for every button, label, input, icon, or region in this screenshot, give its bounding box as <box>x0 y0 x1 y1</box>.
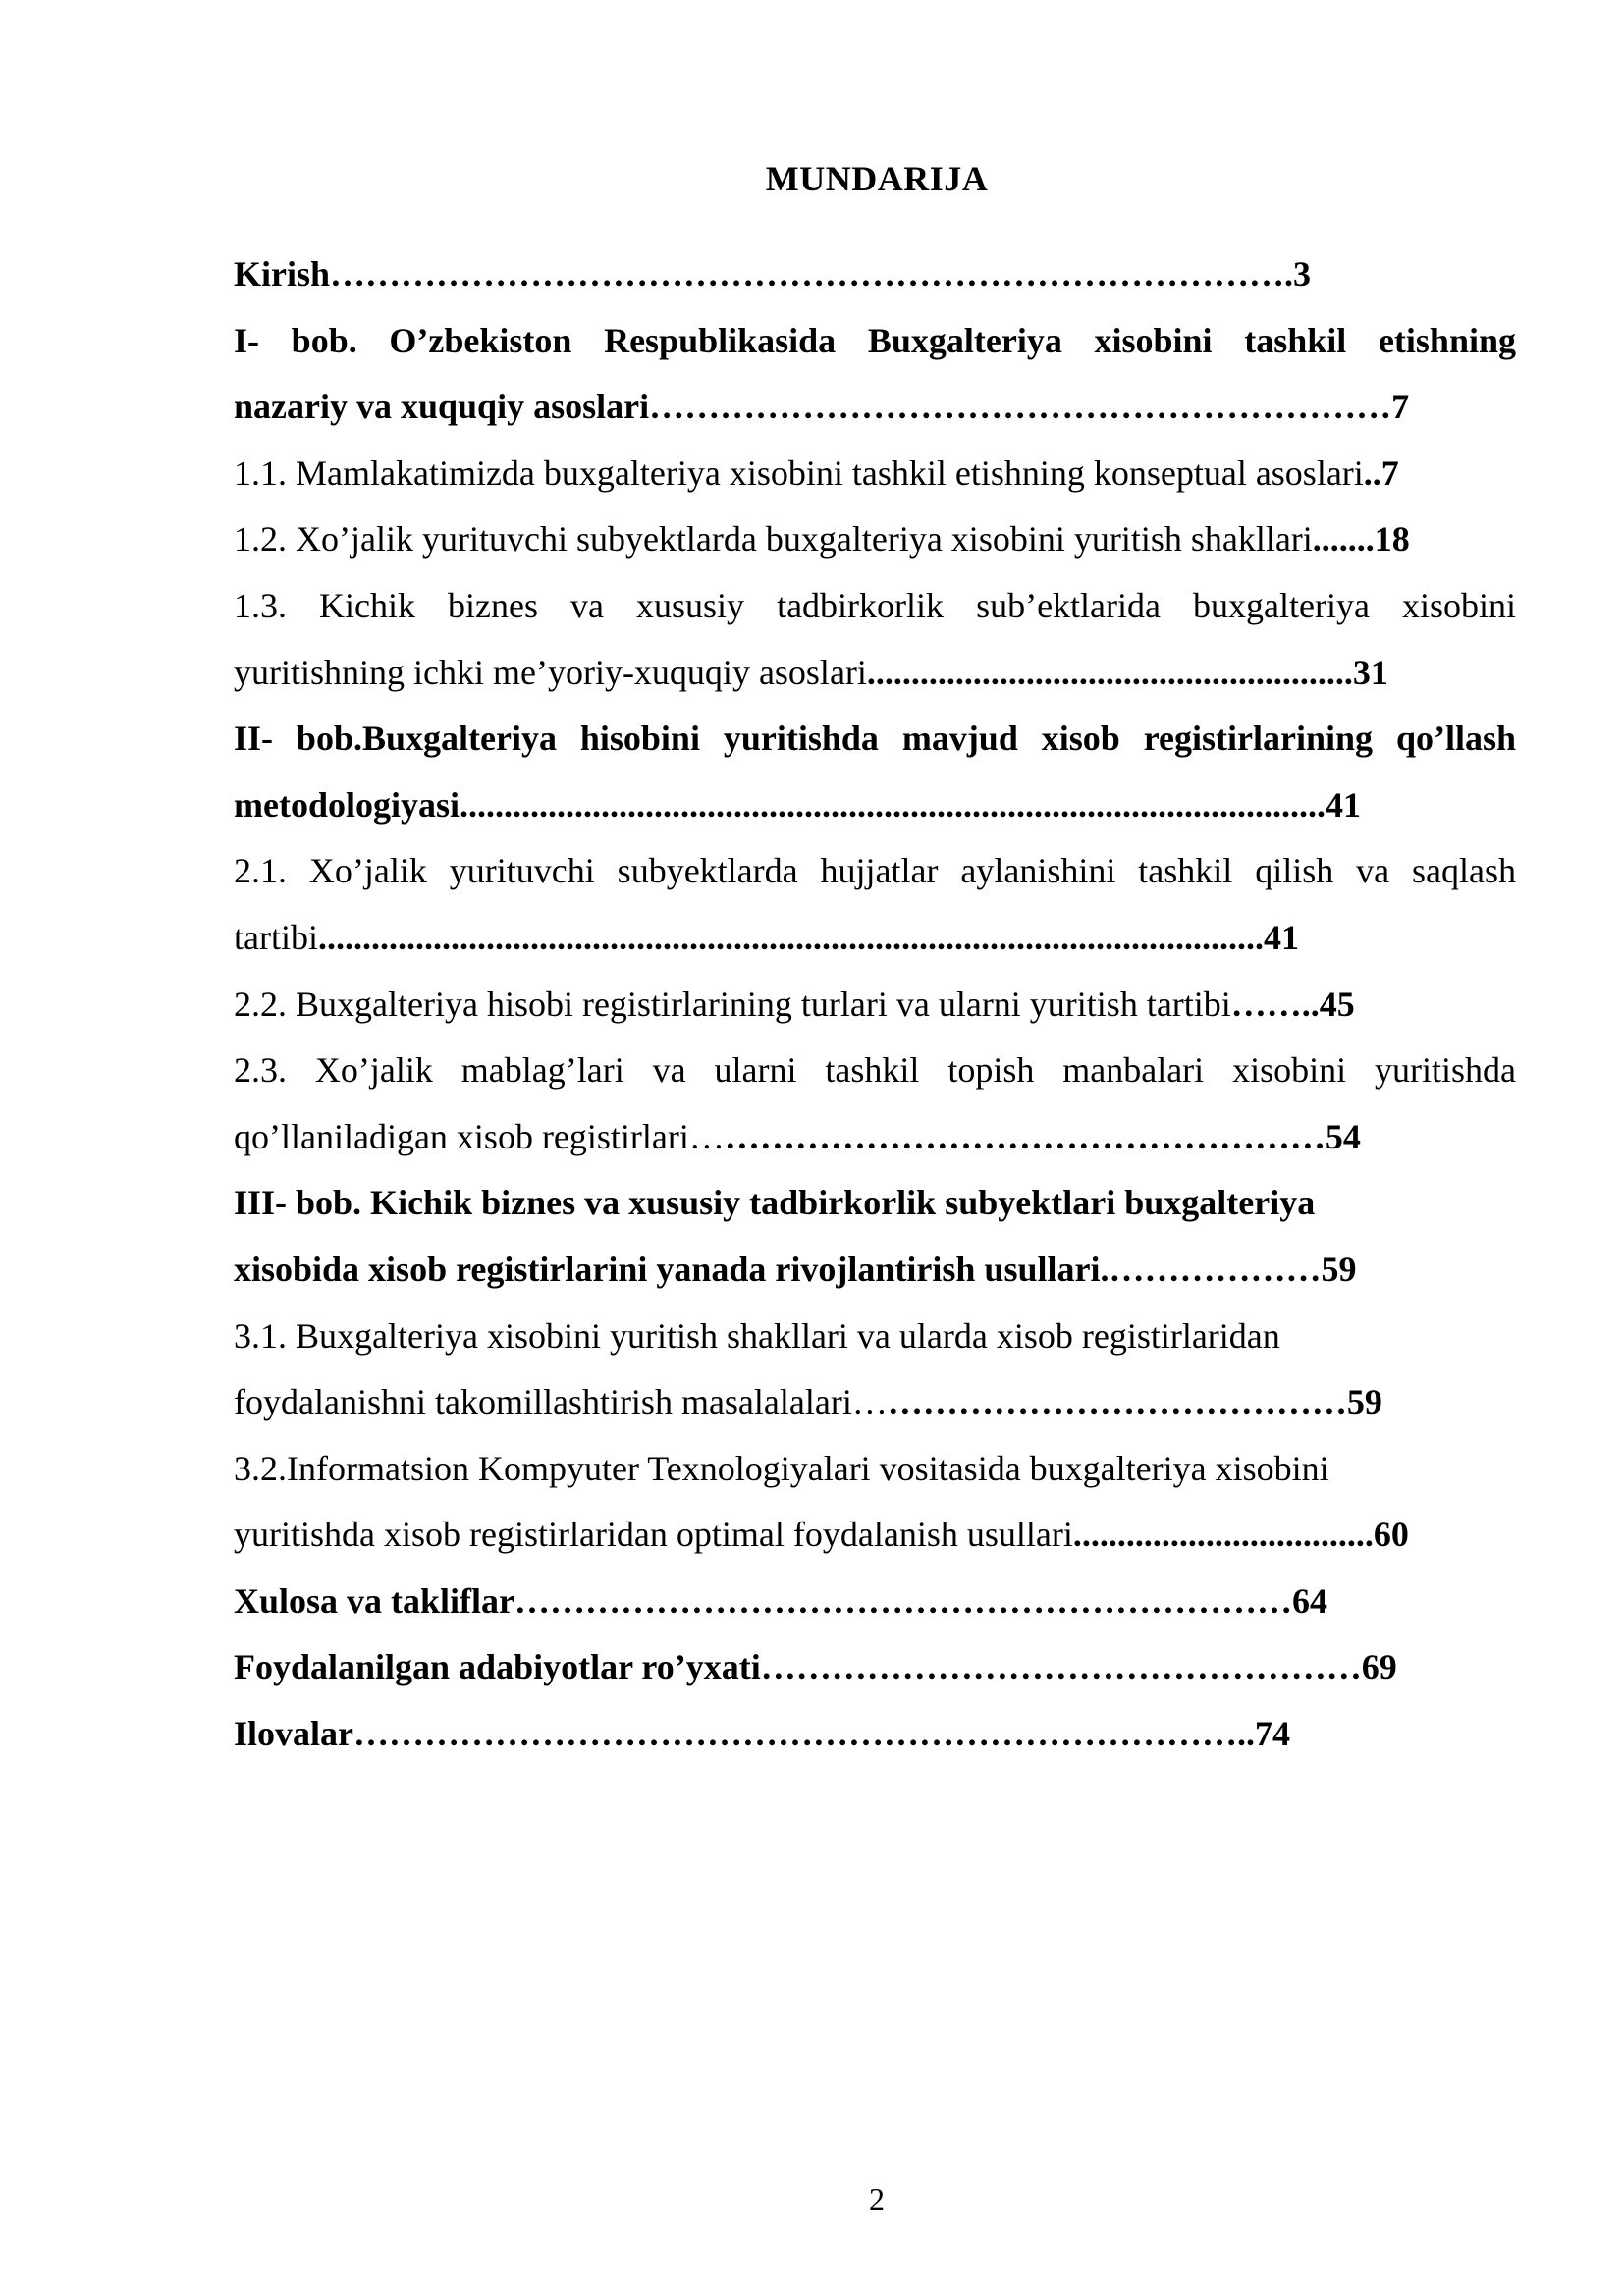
toc-line: I- bob. O’zbekiston Respublikasida Buxgalteriya xisobini tashkil etishning <box>234 320 1516 360</box>
toc-line: II- bob.Buxgalteriya hisobini yuritishda mavjud xisob registirlarining qo’llash <box>234 719 1516 759</box>
toc-line: foydalanishni takomillashtirish masalalalari……………………………………59 <box>234 1382 1382 1422</box>
toc-line: metodologiyasi..................................................................................................41 <box>234 784 1361 825</box>
toc-line: Ilovalar…………………………………………………………………..74 <box>234 1714 1290 1754</box>
toc-line: 1.2. Xo’jalik yurituvchi subyektlarda buxgalteriya xisobini yuritish shakllari.......18 <box>234 519 1410 560</box>
toc-line: nazariy va xuquqiy asoslari………………………………………………………7 <box>234 387 1410 427</box>
toc-line: xisobida xisob registirlarini yanada rivojlantirish usullari.………………59 <box>234 1249 1357 1289</box>
toc-line: III- bob. Kichik biznes va xususiy tadbirkorlik subyektlari buxgalteriya <box>234 1183 1316 1223</box>
table-of-contents <box>234 241 1516 1768</box>
toc-line: Foydalanilgan adabiyotlar ro’yxati……………………………………………69 <box>234 1647 1397 1687</box>
page-title: MUNDARIJA <box>765 159 989 198</box>
toc-line: 1.1. Mamlakatimizda buxgalteriya xisobini tashkil etishning konseptual asoslari..7 <box>234 453 1399 493</box>
toc-line: 3.1. Buxgalteriya xisobini yuritish shakllari va ularda xisob registirlaridan <box>234 1315 1280 1356</box>
toc-line: 2.2. Buxgalteriya hisobi registirlarining turlari va ularni yuritish tartibi……..45 <box>234 984 1355 1024</box>
toc-line: 2.3. Xo’jalik mablag’lari va ularni tashkil topish manbalari xisobini yuritishda <box>234 1050 1516 1091</box>
toc-line: Kirish……………………………………………………………………….3 <box>234 254 1312 294</box>
toc-line: tartibi...........................................................................................................41 <box>234 917 1299 957</box>
toc-line: 2.1. Xo’jalik yurituvchi subyektlarda hujjatlar aylanishini tashkil qilish va saqlash <box>234 851 1516 891</box>
toc-line: 1.3. Kichik biznes va xususiy tadbirkorlik sub’ektlarida buxgalteriya xisobini <box>234 585 1516 625</box>
toc-line: yuritishda xisob registirlaridan optimal foydalanish usullari..................................60 <box>234 1515 1409 1555</box>
toc-line: qo’llaniladigan xisob registirlari………………………………………………54 <box>234 1116 1361 1156</box>
toc-line: 3.2.Informatsion Kompyuter Texnologiyalari vositasida buxgalteriya xisobini <box>234 1448 1329 1488</box>
toc-line: yuritishning ichki me’yoriy-xuquqiy asoslari.......................................................31 <box>234 652 1388 692</box>
toc-line: Xulosa va takliflar…………………………………………………………64 <box>234 1580 1328 1621</box>
page-number: 2 <box>869 2181 885 2216</box>
